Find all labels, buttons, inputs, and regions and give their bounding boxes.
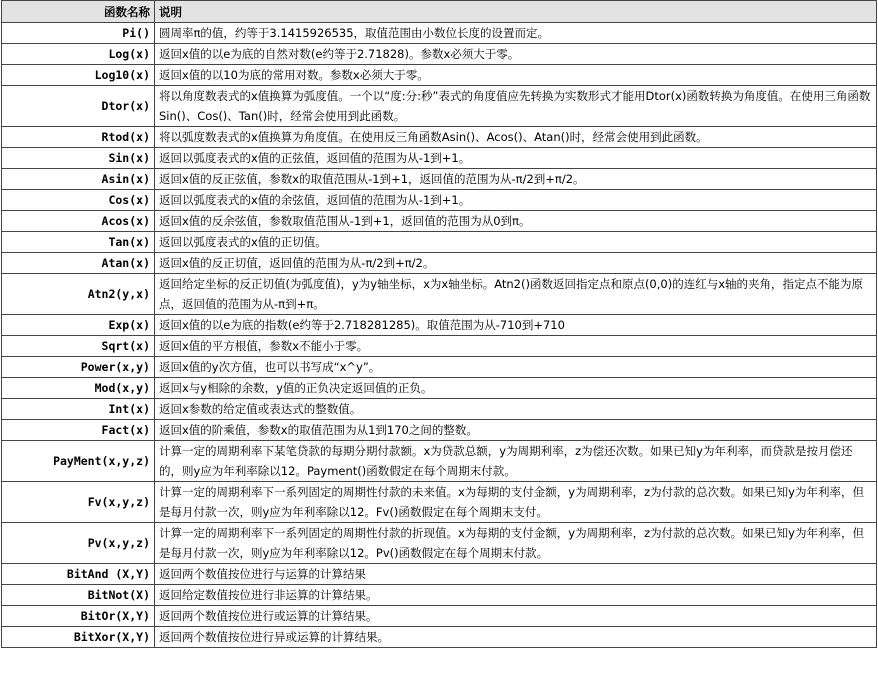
table-row — [2, 274, 877, 315]
table-row — [2, 585, 877, 606]
function-name: Asin(x) — [2, 169, 155, 190]
function-description: 返回给定数值按位进行非运算的计算结果。 — [155, 585, 877, 606]
function-description: 返回x值的反正切值，返回值的范围为从-π/2到+π/2。 — [155, 253, 877, 274]
function-name: Sin(x) — [2, 148, 155, 169]
function-name: Log10(x) — [2, 65, 155, 86]
table-row — [2, 23, 877, 44]
function-name: Atn2(y,x) — [2, 274, 155, 315]
table-row — [2, 420, 877, 441]
function-description: 计算一定的周期利率下一系列固定的周期性付款的折现值。x为每期的支付金额，y为周期利率，z为付款的总次数。如果已知y为年利率，但是每月付款一次，则y应为年利率除以12。Pv()函数假定在每个周期末付款。 — [155, 523, 877, 564]
function-description: 返回给定坐标的反正切值(为弧度值)，y为y轴坐标，x为x轴坐标。Atn2()函数返回指定点和原点(0,0)的连红与x轴的夹角，指定点不能为原点，返回值的范围为从-π到+π。 — [155, 274, 877, 315]
function-name: Acos(x) — [2, 211, 155, 232]
function-name: Int(x) — [2, 399, 155, 420]
function-name: Tan(x) — [2, 232, 155, 253]
function-name: Dtor(x) — [2, 86, 155, 127]
function-description: 将以角度数表式的x值换算为弧度值。一个以“度:分:秒”表式的角度值应先转换为实数形式才能用Dtor(x)函数转换为角度值。在使用三角函数Sin()、Cos()、Tan()时，经常会使用到此函数。 — [155, 86, 877, 127]
table-row — [2, 232, 877, 253]
function-table — [1, 0, 877, 648]
function-name: Cos(x) — [2, 190, 155, 211]
function-description: 返回x值的以10为底的常用对数。参数x必须大于零。 — [155, 65, 877, 86]
function-name: Rtod(x) — [2, 127, 155, 148]
header-function-name: 函数名称 — [2, 1, 155, 23]
function-name: Mod(x,y) — [2, 378, 155, 399]
function-name: Pi() — [2, 23, 155, 44]
function-name: Power(x,y) — [2, 357, 155, 378]
function-description: 返回x值的阶乘值，参数x的取值范围为从1到170之间的整数。 — [155, 420, 877, 441]
table-row — [2, 211, 877, 232]
function-description: 将以弧度数表式的x值换算为角度值。在使用反三角函数Asin()、Acos()、Atan()时，经常会使用到此函数。 — [155, 127, 877, 148]
function-name: BitOr(X,Y) — [2, 606, 155, 627]
table-row — [2, 148, 877, 169]
function-name: Fact(x) — [2, 420, 155, 441]
function-description: 返回以弧度表式的x值的正切值。 — [155, 232, 877, 253]
table-row — [2, 482, 877, 523]
function-name: BitXor(X,Y) — [2, 627, 155, 648]
function-name: BitNot(X) — [2, 585, 155, 606]
function-description: 返回两个数值按位进行或运算的计算结果。 — [155, 606, 877, 627]
table-row — [2, 606, 877, 627]
function-description: 圆周率π的值，约等于3.1415926535，取值范围由小数位长度的设置而定。 — [155, 23, 877, 44]
function-description: 计算一定的周期利率下某笔贷款的每期分期付款额。x为贷款总额，y为周期利率，z为偿还次数。如果已知y为年利率，而贷款是按月偿还的，则y应为年利率除以12。Payment()函数假定在每个周期末付款。 — [155, 441, 877, 482]
function-name: Exp(x) — [2, 315, 155, 336]
function-name: PayMent(x,y,z) — [2, 441, 155, 482]
function-name: Atan(x) — [2, 253, 155, 274]
function-description: 返回x值的以e为底的自然对数(e约等于2.71828)。参数x必须大于零。 — [155, 44, 877, 65]
function-name: Pv(x,y,z) — [2, 523, 155, 564]
table-row — [2, 399, 877, 420]
table-row — [2, 190, 877, 211]
function-description: 返回两个数值按位进行异或运算的计算结果。 — [155, 627, 877, 648]
table-row — [2, 627, 877, 648]
function-description: 返回x值的以e为底的指数(e约等于2.718281285)。取值范围为从-710到+710 — [155, 315, 877, 336]
table-row — [2, 65, 877, 86]
function-description: 返回两个数值按位进行与运算的计算结果 — [155, 564, 877, 585]
function-description: 返回x值的反正弦值，参数x的取值范围从-1到+1，返回值的范围为从-π/2到+π/2。 — [155, 169, 877, 190]
function-description: 返回以弧度表式的x值的余弦值，返回值的范围为从-1到+1。 — [155, 190, 877, 211]
function-description: 返回以弧度表式的x值的正弦值，返回值的范围为从-1到+1。 — [155, 148, 877, 169]
function-name: BitAnd (X,Y) — [2, 564, 155, 585]
function-name: Sqrt(x) — [2, 336, 155, 357]
function-description: 计算一定的周期利率下一系列固定的周期性付款的未来值。x为每期的支付金额，y为周期利率，z为付款的总次数。如果已知y为年利率，但是每月付款一次，则y应为年利率除以12。Fv()函数假定在每个周期末支付。 — [155, 482, 877, 523]
table-row — [2, 169, 877, 190]
table-row — [2, 336, 877, 357]
function-name: Log(x) — [2, 44, 155, 65]
header-row — [2, 1, 877, 23]
table-row — [2, 127, 877, 148]
table-row — [2, 253, 877, 274]
function-description: 返回x参数的给定值或表达式的整数值。 — [155, 399, 877, 420]
table-row — [2, 564, 877, 585]
table-row — [2, 378, 877, 399]
table-row — [2, 441, 877, 482]
function-description: 返回x值的y次方值，也可以书写成“x^y”。 — [155, 357, 877, 378]
function-description: 返回x值的平方根值，参数x不能小于零。 — [155, 336, 877, 357]
table-row — [2, 357, 877, 378]
function-description: 返回x值的反余弦值，参数取值范围从-1到+1，返回值的范围为从0到π。 — [155, 211, 877, 232]
table-row — [2, 523, 877, 564]
table-row — [2, 86, 877, 127]
table-row — [2, 44, 877, 65]
function-description: 返回x与y相除的余数，y值的正负决定返回值的正负。 — [155, 378, 877, 399]
header-description: 说明 — [155, 1, 877, 23]
table-row — [2, 315, 877, 336]
function-name: Fv(x,y,z) — [2, 482, 155, 523]
